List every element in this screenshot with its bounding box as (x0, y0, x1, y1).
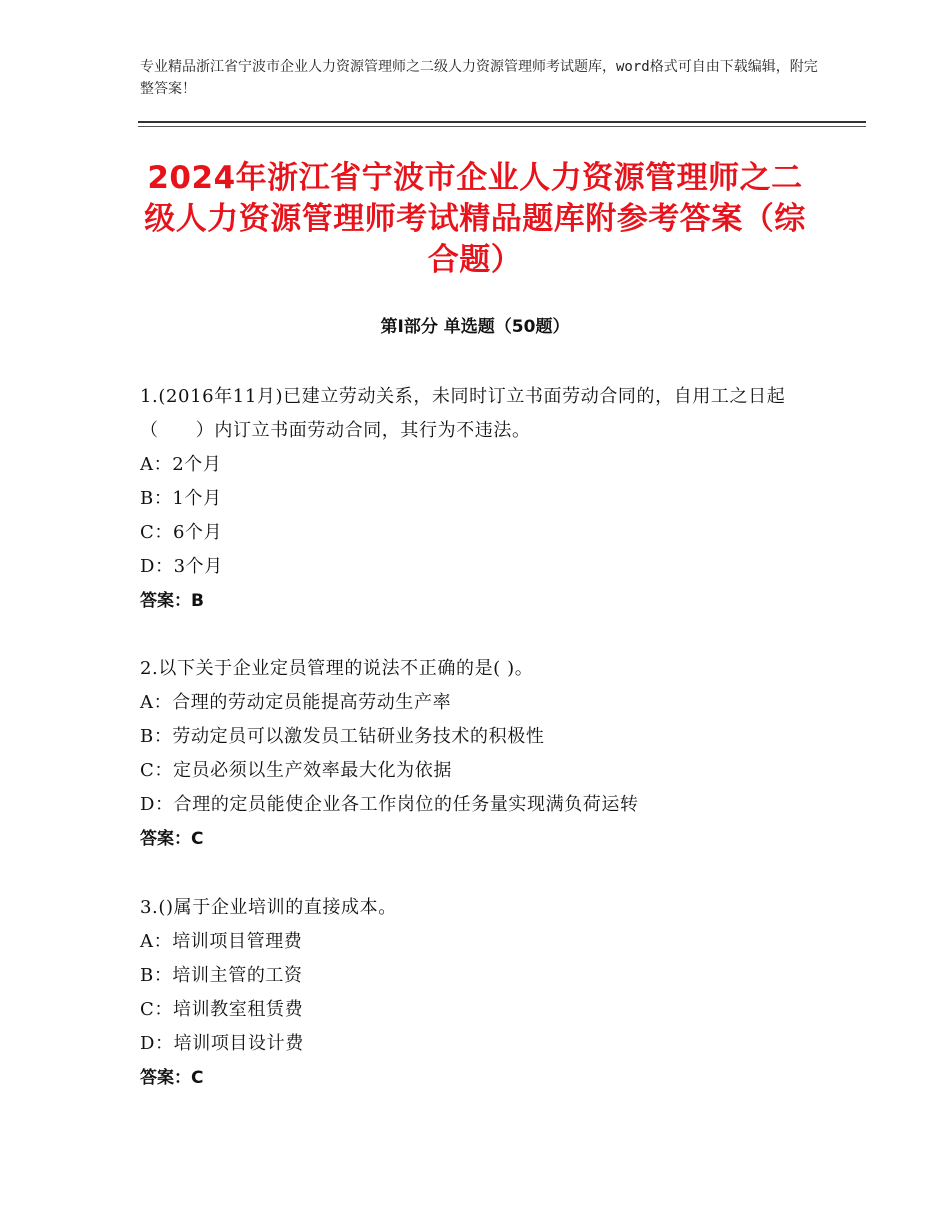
question-2 (140, 652, 820, 856)
option-c: C：6个月 (140, 522, 223, 543)
option-d: D：合理的定员能使企业各工作岗位的任务量实现满负荷运转 (140, 794, 639, 815)
option-a: A：培训项目管理费 (140, 931, 303, 952)
option-a: A：2个月 (140, 454, 222, 475)
answer: 答案：C (140, 829, 204, 849)
header-divider-thick (138, 121, 866, 123)
option-b: B：劳动定员可以激发员工钻研业务技术的积极性 (140, 726, 545, 747)
question-1 (140, 380, 820, 618)
header-divider-thin (138, 126, 866, 127)
option-d: D：培训项目设计费 (140, 1033, 304, 1054)
option-c: C：定员必须以生产效率最大化为依据 (140, 760, 452, 781)
question-stem: 2.以下关于企业定员管理的说法不正确的是( )。 (140, 658, 534, 679)
option-b: B：1个月 (140, 488, 222, 509)
question-3 (140, 891, 820, 1095)
option-a: A：合理的劳动定员能提高劳动生产率 (140, 692, 452, 713)
option-c: C：培训教室租赁费 (140, 999, 304, 1020)
question-stem: 1.(2016年11月)已建立劳动关系，未同时订立书面劳动合同的，自用工之日起（ ）内订立书面劳动合同，其行为不违法。 (140, 386, 786, 441)
document-title: 2024年浙江省宁波市企业人力资源管理师之二级人力资源管理师考试精品题库附参考答案（综合题） (144, 160, 806, 278)
answer: 答案：B (140, 591, 204, 611)
option-d: D：3个月 (140, 556, 223, 577)
option-b: B：培训主管的工资 (140, 965, 303, 986)
section-heading: 第Ⅰ部分 单选题（50题） (380, 317, 570, 337)
question-stem: 3.()属于企业培训的直接成本。 (140, 897, 397, 918)
answer: 答案：C (140, 1068, 204, 1088)
header-note: 专业精品浙江省宁波市企业人力资源管理师之二级人力资源管理师考试题库，word格式可自由下载编辑，附完整答案！ (140, 59, 818, 97)
